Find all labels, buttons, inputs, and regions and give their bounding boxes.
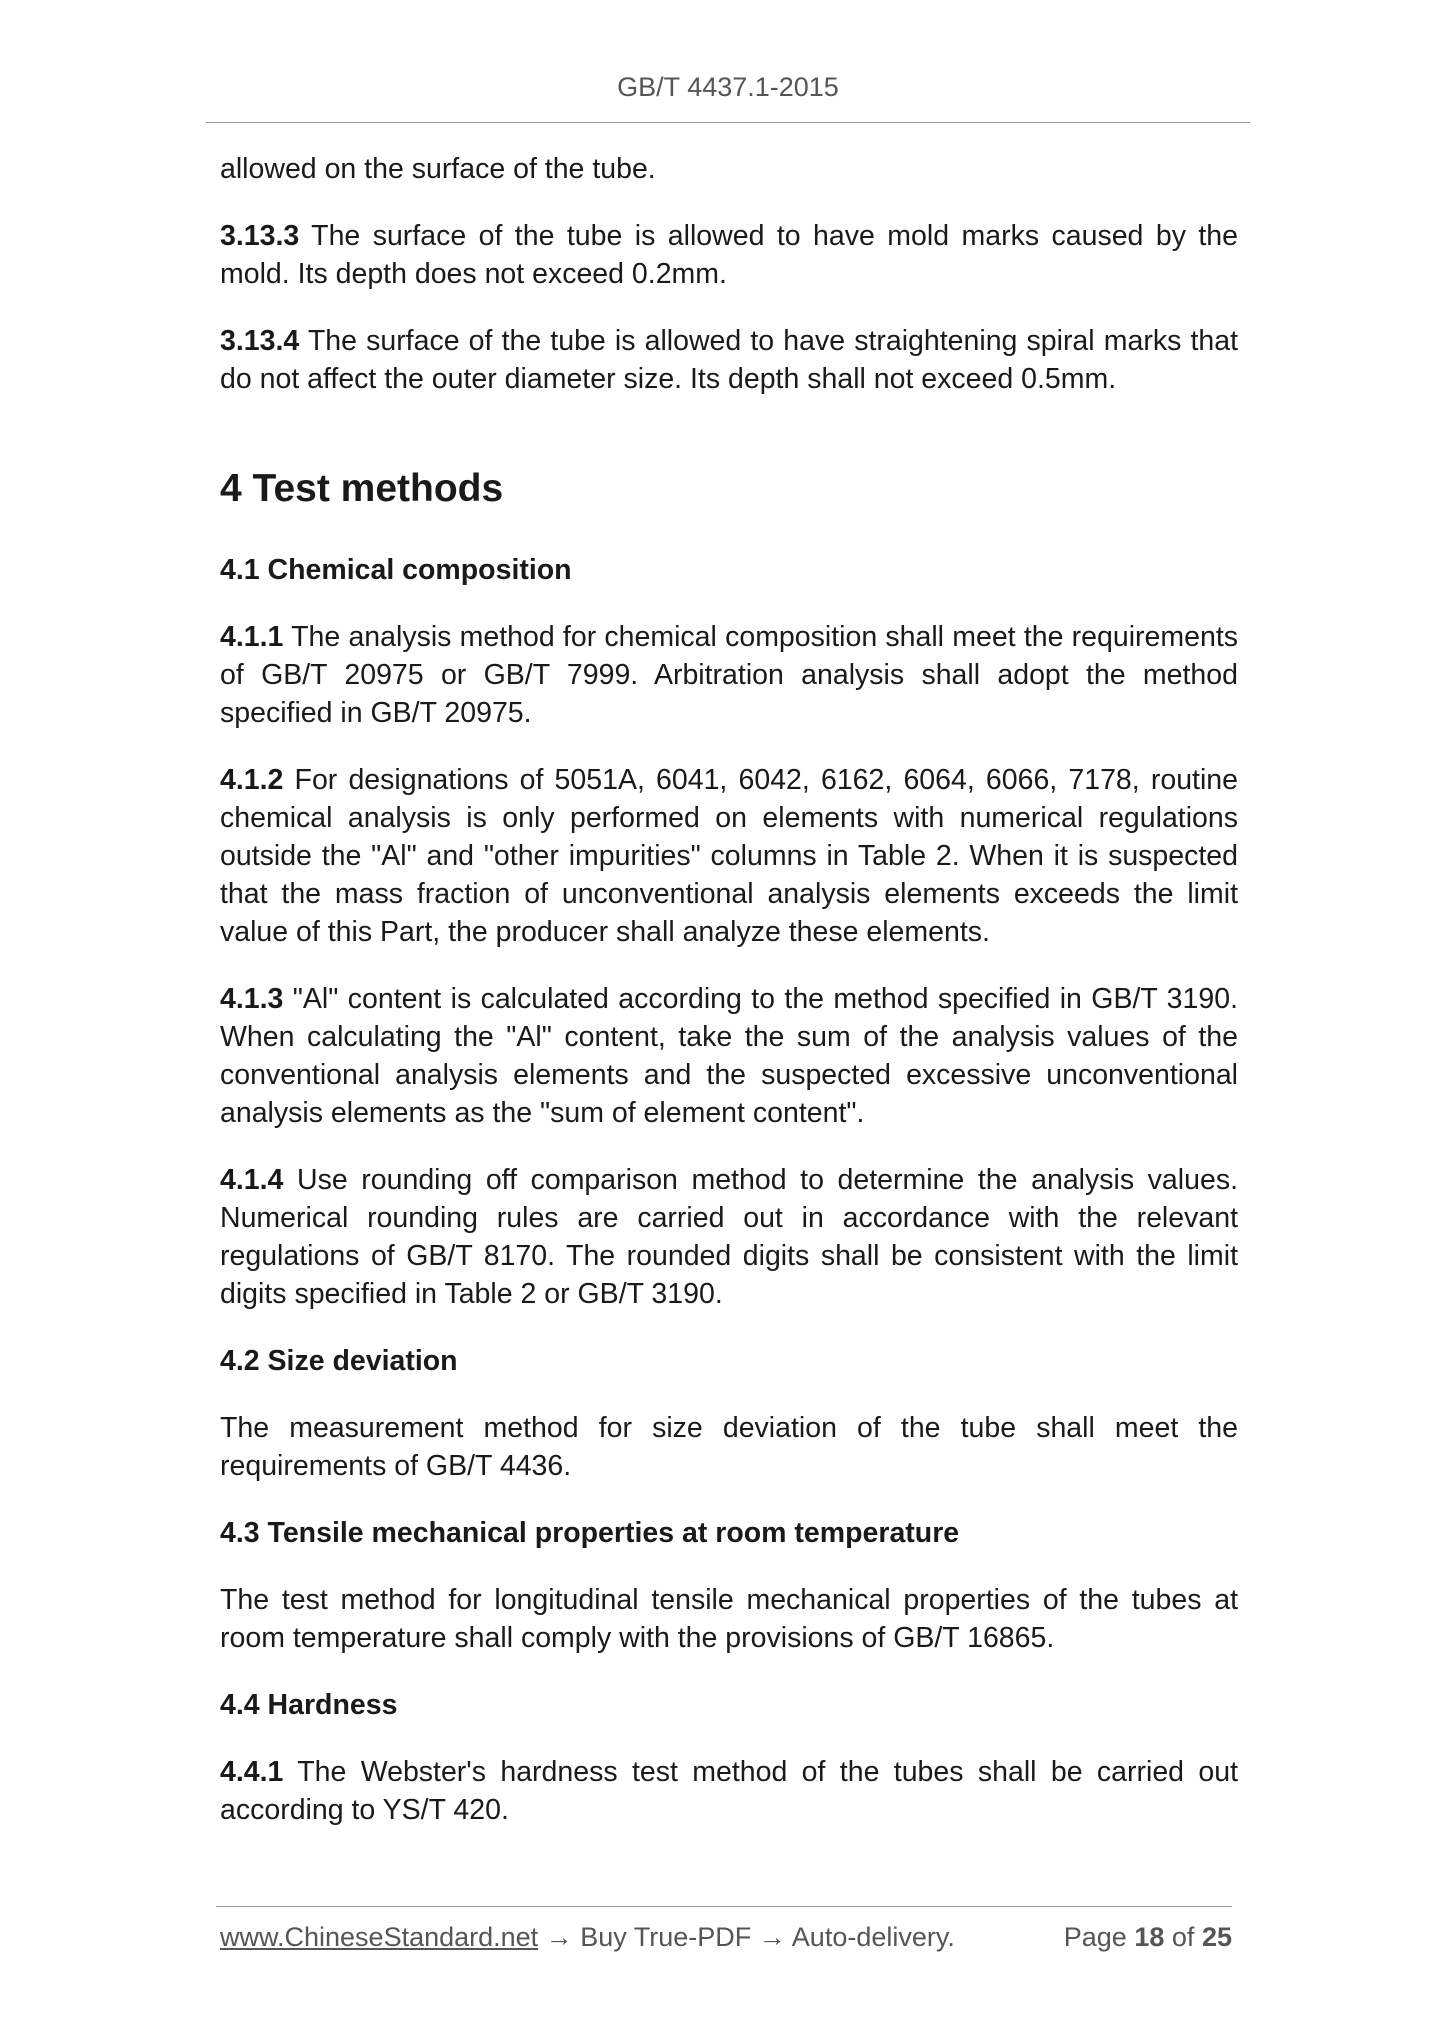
clause-text: The analysis method for chemical composition shall meet the requirements of GB/T 20975 or GB/T 7999. Arbitration analysis shall adopt the method specified in GB/T 20975. [220,621,1238,729]
clause-number: 4.1.1 [220,621,284,653]
continuation-paragraph: allowed on the surface of the tube. [220,153,656,185]
document-code: GB/T 4437.1-2015 [617,72,839,102]
section-4-2-heading: 4.2 Size deviation [220,1345,458,1377]
page-number [1064,1922,1232,1953]
section-4-1-heading: 4.1 Chemical composition [220,554,572,586]
buy-true-pdf-text: Buy True-PDF [580,1922,752,1952]
arrow-right-icon: → [545,1922,573,1952]
clause-text: The Webster's hardness test method of the tubes shall be carried out according to YS/T 420. [220,1756,1238,1826]
clause-text: The surface of the tube is allowed to have straightening spiral marks that do not affect the outer diameter size. Its depth shall not exceed 0.5mm. [220,325,1238,395]
current-page: 18 [1134,1922,1165,1952]
clause-4-3-text: The test method for longitudinal tensile mechanical properties of the tubes at room temperature shall comply with the provisions of GB/T 16865. [220,1584,1238,1654]
clause-4-2-text: The measurement method for size deviation of the tube shall meet the requirements of GB/T 4436. [220,1412,1238,1482]
section-4-4-heading: 4.4 Hardness [220,1689,398,1721]
footer-divider [216,1906,1232,1907]
clause-3-13-3 [220,217,1238,293]
clause-3-13-4 [220,322,1238,398]
total-pages: 25 [1201,1922,1232,1952]
auto-delivery-text: Auto-delivery. [791,1922,955,1952]
clause-number: 3.13.3 [220,220,300,252]
website-link[interactable]: www.ChineseStandard.net [220,1922,539,1952]
clause-4-1-4 [220,1161,1238,1313]
of-label: of [1171,1922,1195,1952]
section-4-3-heading: 4.3 Tensile mechanical properties at room temperature [220,1517,960,1549]
clause-text: "Al" content is calculated according to the method specified in GB/T 3190. When calculating the "Al" content, take the sum of the analysis values of the conventional analysis elements and the suspected excessive unconventional analysis elements as the "sum of element content". [220,983,1238,1129]
page-header [206,72,1250,103]
footer-promo [220,1922,955,1953]
clause-number: 4.1.3 [220,983,284,1015]
clause-4-1-1 [220,618,1238,732]
clause-4-4-1 [220,1753,1238,1829]
clause-text: For designations of 5051A, 6041, 6042, 6162, 6064, 6066, 7178, routine chemical analysis is only performed on elements with numerical regulations outside the "Al" and "other impurities" columns in Table 2. When it is suspected that the mass fraction of unconventional analysis elements exceeds the limit value of this Part, the producer shall analyze these elements. [220,764,1238,948]
clause-number: 3.13.4 [220,325,300,357]
page-label: Page [1063,1922,1127,1952]
clause-text: Use rounding off comparison method to determine the analysis values. Numerical rounding rules are carried out in accordance with the relevant regulations of GB/T 8170. The rounded digits shall be consistent with the limit digits specified in Table 2 or GB/T 3190. [220,1164,1238,1310]
header-divider [206,122,1250,123]
clause-number: 4.4.1 [220,1756,284,1788]
clause-number: 4.1.4 [220,1164,284,1196]
clause-4-1-2 [220,761,1238,951]
clause-text: The surface of the tube is allowed to have mold marks caused by the mold. Its depth does not exceed 0.2mm. [220,220,1238,290]
arrow-right-icon: → [758,1922,786,1952]
document-body [220,150,1238,1858]
clause-4-1-3 [220,980,1238,1132]
section-4-heading: 4 Test methods [220,467,504,510]
clause-number: 4.1.2 [220,764,284,796]
